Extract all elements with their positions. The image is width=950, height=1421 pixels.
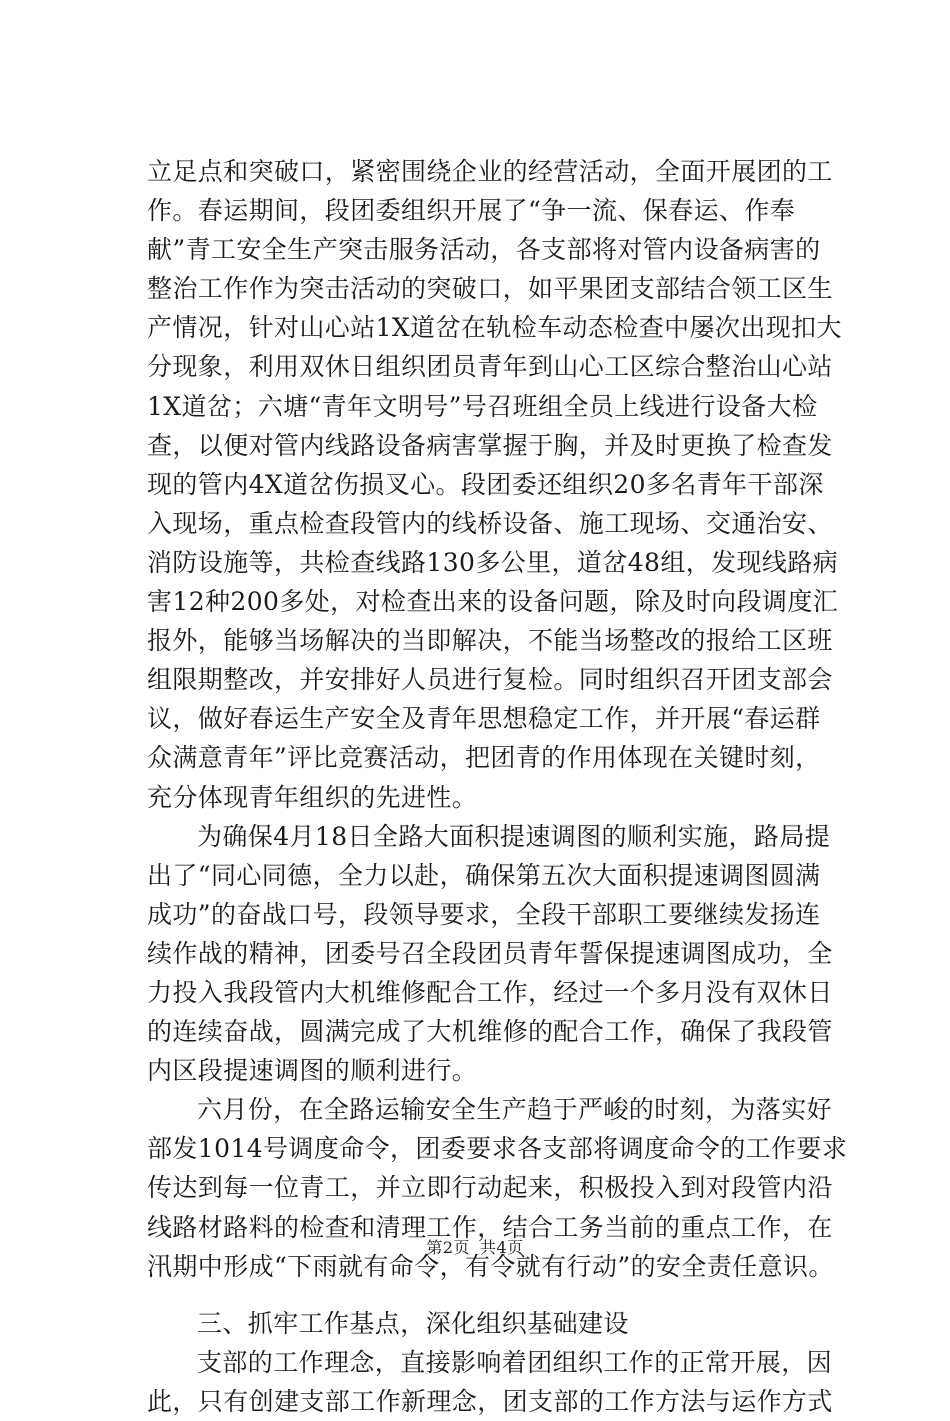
text-line: 力投入我段管内大机维修配合工作，经过一个多月没有双休日 <box>147 977 833 1007</box>
text-line: 查，以便对管内线路设备病害掌握于胸，并及时更换了检查发 <box>147 430 833 460</box>
page-number: 第2页 <box>426 1238 470 1257</box>
paragraph-first-line: 支部的工作理念，直接影响着团组织工作的正常开展，因 <box>197 1347 833 1377</box>
text-line: 产情况，针对山心站1X道岔在轨检车动态检查中屡次出现扣大 <box>147 313 842 343</box>
text-line: 充分体现青年组织的先进性。 <box>147 782 478 812</box>
text-line: 消防设施等，共检查线路130多公里，道岔48组，发现线路病 <box>147 547 839 577</box>
text-line: 众满意青年”评比竞赛活动，把团青的作用体现在关键时刻， <box>147 743 821 773</box>
text-line: 分现象，利用双休日组织团员青年到山心工区综合整治山心站 <box>147 352 833 382</box>
text-line: 入现场，重点检查段管内的线桥设备、施工现场、交通治安、 <box>147 508 833 538</box>
paragraph-first-line: 为确保4月18日全路大面积提速调图的顺利实施，路局提 <box>197 821 831 851</box>
text-line: 内区段提速调图的顺利进行。 <box>147 1056 478 1086</box>
text-line: 害12种200多处，对检查出来的设备问题，除及时向段调度汇 <box>147 587 839 617</box>
text-line: 议，做好春运生产安全及青年思想稳定工作，并开展“春运群 <box>147 704 821 734</box>
text-line: 立足点和突破口，紧密围绕企业的经营活动，全面开展团的工 <box>147 157 833 186</box>
text-line: 传达到每一位青工，并立即行动起来，积极投入到对段管内沿 <box>147 1173 833 1203</box>
page-total: 共4页 <box>480 1238 524 1257</box>
page-footer <box>0 1237 950 1259</box>
text-line: 汛期中形成“下雨就有命令，有令就有行动”的安全责任意识。 <box>147 1251 834 1281</box>
section-heading: 三、抓牢工作基点，深化组织基础建设 <box>197 1308 629 1338</box>
text-line: 线路材路料的检查和清理工作，结合工务当前的重点工作，在 <box>147 1212 833 1242</box>
paragraph-first-line: 六月份，在全路运输安全生产趋于严峻的时刻，为落实好 <box>197 1095 833 1125</box>
text-line: 组限期整改，并安排好人员进行复检。同时组织召开团支部会 <box>147 665 833 695</box>
text-line: 成功”的奋战口号，段领导要求，全段干部职工要继续发扬连 <box>147 899 821 929</box>
body-text <box>147 152 847 1421</box>
text-line: 此，只有创建支部工作新理念，团支部的工作方法与运作方式 <box>147 1386 833 1416</box>
text-line: 作。春运期间，段团委组织开展了“争一流、保春运、作奉 <box>147 196 796 226</box>
text-line: 整治工作作为突击活动的突破口，如平果团支部结合领工区生 <box>147 274 833 304</box>
text-line: 续作战的精神，团委号召全段团员青年誓保提速调图成功，全 <box>147 938 833 968</box>
text-line: 的连续奋战，圆满完成了大机维修的配合工作，确保了我段管 <box>147 1017 833 1047</box>
text-line: 出了“同心同德，全力以赴，确保第五次大面积提速调图圆满 <box>147 860 821 890</box>
text-line: 1X道岔；六塘“青年文明号”号召班组全员上线进行设备大检 <box>147 391 818 421</box>
text-line: 献”青工安全生产突击服务活动，各支部将对管内设备病害的 <box>147 235 821 265</box>
text-line: 部发1014号调度命令，团委要求各支部将调度命令的工作要求 <box>147 1134 848 1164</box>
text-line: 现的管内4X道岔伤损叉心。段团委还组织20多名青年干部深 <box>147 469 824 499</box>
text-line: 报外，能够当场解决的当即解决，不能当场整改的报给工区班 <box>147 626 833 656</box>
